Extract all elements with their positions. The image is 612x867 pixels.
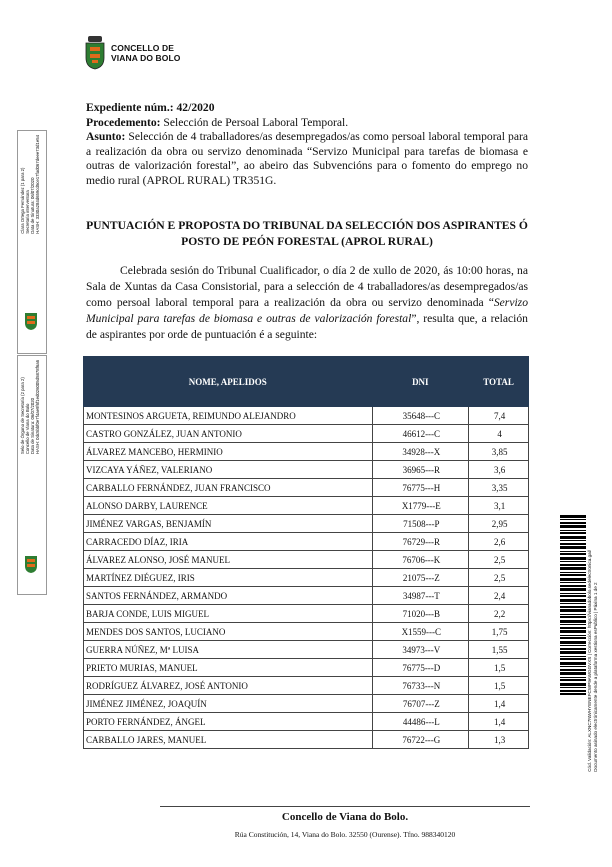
barcode-bar — [560, 540, 586, 541]
cell-total: 3,1 — [469, 497, 529, 515]
barcode-bar — [560, 578, 586, 581]
table-row — [84, 533, 529, 551]
barcode-bar — [560, 561, 586, 562]
barcode-bar — [560, 572, 586, 573]
barcode-bar — [560, 656, 586, 657]
validation-line-2: Documento asinado electrónicamente dende a plataforma xestiona esPublico | Páxina 1 de 2 — [592, 582, 598, 772]
barcode-bar — [560, 609, 586, 612]
cell-dni: 44486---L — [372, 713, 469, 731]
barcode-bar — [560, 551, 586, 552]
cell-name: CARRACEDO DÍAZ, IRIA — [84, 533, 373, 551]
cell-name: BARJA CONDE, LUIS MIGUEL — [84, 605, 373, 623]
header-total: TOTAL — [469, 357, 529, 407]
header-name: NOME, APELIDOS — [84, 357, 373, 407]
barcode-bar — [560, 536, 586, 539]
cell-total: 1,5 — [469, 659, 529, 677]
table-row — [84, 425, 529, 443]
signature-box-2-text: Selo de Órgano de Secretaría (2 para 2) Concello de Viana do Bolo Data de Sinatura: 06/07/2020 HASH: 0dc5bbf0e7f4ae9f6f1ed026005d5878f6a6 — [20, 360, 40, 455]
cell-total: 2,4 — [469, 587, 529, 605]
table-row — [84, 515, 529, 533]
cell-name: JIMÉNEZ VARGAS, BENJAMÍN — [84, 515, 373, 533]
barcode-bar — [560, 593, 586, 594]
cell-total: 1,4 — [469, 695, 529, 713]
barcode-bar — [560, 683, 586, 686]
cell-total: 1,55 — [469, 641, 529, 659]
results-table — [83, 356, 529, 749]
cell-total: 2,5 — [469, 569, 529, 587]
intro-paragraph — [86, 263, 528, 343]
procedimiento-label: Procedemento: — [86, 115, 161, 129]
cell-dni: 76775---H — [372, 479, 469, 497]
table-row — [84, 551, 529, 569]
barcode-bar — [560, 603, 586, 604]
cell-dni: 71020---B — [372, 605, 469, 623]
barcode-bar — [560, 530, 586, 531]
footer-title: Concello de Viana do Bolo. — [281, 811, 409, 823]
cell-total: 7,4 — [469, 407, 529, 425]
barcode-bar — [560, 614, 586, 615]
cell-total: 1,5 — [469, 677, 529, 695]
cell-dni: 36965---R — [372, 461, 469, 479]
table-row — [84, 641, 529, 659]
barcode-bar — [560, 679, 586, 681]
barcode-bar — [560, 687, 586, 688]
cell-total: 2,95 — [469, 515, 529, 533]
cell-name: SANTOS FERNÁNDEZ, ARMANDO — [84, 587, 373, 605]
cell-total: 1,4 — [469, 713, 529, 731]
validation-text — [587, 550, 605, 860]
cell-name: CASTRO GONZÁLEZ, JUAN ANTONIO — [84, 425, 373, 443]
procedimiento-value: Selección de Persoal Laboral Temporal. — [160, 115, 349, 129]
table-row — [84, 461, 529, 479]
cell-name: MONTESINOS ARGUETA, REIMUNDO ALEJANDRO — [84, 407, 373, 425]
barcode-bar — [560, 641, 586, 644]
barcode-bar — [560, 651, 586, 654]
barcode-bar — [560, 630, 586, 633]
footer-address: Rúa Constitución, 14, Viana do Bolo. 32550 (Ourense). Tfno. 988340120 — [234, 830, 456, 839]
cell-name: ÁLVAREZ MANCEBO, HERMINIO — [84, 443, 373, 461]
cell-name: CARBALLO JARES, MANUEL — [84, 731, 373, 749]
cell-total: 4 — [469, 425, 529, 443]
barcode-bar — [560, 553, 586, 555]
barcode-bar — [560, 606, 586, 608]
table-row — [84, 659, 529, 677]
table-row — [84, 587, 529, 605]
barcode-bar — [560, 669, 586, 671]
asunto-label: Asunto: — [86, 130, 126, 144]
paragraph-text-1: Celebrada sesión do Tribunal Cualificador, o día 2 de xullo de 2020, ás 10:00 horas, na Sala de Xuntas da Casa Consistorial, para a selección de 4 traballadores/as desempregados/as como persoal laboral temporal para a realización da obra ou servizo denominada “ — [86, 264, 528, 309]
table-row — [84, 731, 529, 749]
barcode-bar — [560, 515, 586, 518]
barcode-bar — [560, 546, 586, 549]
signature-box-2 — [17, 355, 47, 595]
cell-dni: 46612---C — [372, 425, 469, 443]
barcode-bar — [560, 624, 586, 625]
cell-total: 2,6 — [469, 533, 529, 551]
footer-divider — [160, 806, 530, 807]
cell-dni: 76722---G — [372, 731, 469, 749]
barcode-bar — [560, 519, 586, 520]
table-row — [84, 605, 529, 623]
barcode-bar — [560, 564, 586, 566]
cell-dni: 76775---D — [372, 659, 469, 677]
cell-dni: 76733---N — [372, 677, 469, 695]
table-row — [84, 623, 529, 641]
header-dni: DNI — [372, 357, 469, 407]
signature-box-1 — [17, 130, 47, 354]
cell-dni: 76706---K — [372, 551, 469, 569]
document-title: PUNTUACIÓN E PROPOSTA DO TRIBUNAL DA SELECCIÓN DOS ASPIRANTES Ó POSTO DE PEÓN FORESTAL (APROL RURAL) — [86, 219, 528, 248]
cell-total: 1,75 — [469, 623, 529, 641]
barcode-bar — [560, 574, 586, 576]
cell-name: RODRÍGUEZ ÁLVAREZ, JOSÉ ANTONIO — [84, 677, 373, 695]
cell-total: 3,85 — [469, 443, 529, 461]
cell-name: MENDES DOS SANTOS, LUCIANO — [84, 623, 373, 641]
barcode-bar — [560, 582, 586, 583]
coat-of-arms-icon — [84, 36, 106, 70]
barcode-bar — [560, 693, 586, 695]
barcode-bar — [560, 525, 586, 528]
cell-dni: 34973---V — [372, 641, 469, 659]
table-row — [84, 443, 529, 461]
barcode-bar — [560, 599, 586, 602]
asunto-value: Selección de 4 traballadores/as desempregados/as como persoal laboral temporal para a realización da obra ou servizo denominada “Servizo Municipal para tarefas de biomasa e outras de valorización forestal”, ao abeiro das Subvencións para o fomento do emprego no medio rural (APROL RURAL) TR351G. — [86, 130, 528, 187]
barcode-bar — [560, 532, 586, 534]
barcode-bar — [560, 627, 586, 629]
barcode-bar — [560, 595, 586, 597]
seal-icon — [24, 311, 38, 331]
barcode-bar — [560, 585, 586, 587]
table-row — [84, 677, 529, 695]
cell-dni: 34928---X — [372, 443, 469, 461]
cell-dni: X1779---E — [372, 497, 469, 515]
barcode-bar — [560, 662, 586, 665]
document-header — [86, 101, 528, 189]
cell-name: PORTO FERNÁNDEZ, ÁNGEL — [84, 713, 373, 731]
paragraph-italic: Servizo Municipal para tarefas de biomasa e outras de valorización forestal — [86, 296, 528, 325]
table-row — [84, 569, 529, 587]
barcode-bar — [560, 648, 586, 650]
barcode-bar — [560, 616, 586, 618]
signature-box-1-text: Clara Ortega Fernández (1 para 2) Secretaria interventora Data de Sinatura: 06/07/2020 HASH: 3330a284d659cd5ce17fad067deee73d1e54 — [20, 135, 40, 234]
expediente-number: Expediente núm.: 42/2020 — [86, 101, 215, 114]
barcode-bar — [560, 672, 586, 675]
cell-total: 2,2 — [469, 605, 529, 623]
barcode-bar — [560, 666, 586, 667]
cell-name: MARTÍNEZ DIÉGUEZ, IRIS — [84, 569, 373, 587]
table-row — [84, 695, 529, 713]
cell-name: GUERRA NÚÑEZ, Mª LUISA — [84, 641, 373, 659]
concello-logo — [84, 36, 180, 70]
cell-dni: 76729---R — [372, 533, 469, 551]
table-row — [84, 479, 529, 497]
barcode-bar — [560, 677, 586, 678]
cell-name: ALONSO DARBY, LAURENCE — [84, 497, 373, 515]
barcode — [560, 515, 586, 695]
validation-line-1: Cód. Validación: ALXNC7NWHYENEFCWP9AWGGVXS | Corrección: https://vianadobolo.sedelectronica.gal/ — [587, 550, 592, 772]
cell-total: 1,3 — [469, 731, 529, 749]
cell-dni: 34987---T — [372, 587, 469, 605]
barcode-bar — [560, 635, 586, 636]
barcode-bar — [560, 658, 586, 660]
barcode-bar — [560, 543, 586, 545]
barcode-bar — [560, 567, 586, 570]
table-header-row — [84, 357, 529, 407]
cell-name: PRIETO MURIAS, MANUEL — [84, 659, 373, 677]
cell-total: 3,35 — [469, 479, 529, 497]
cell-name: CARBALLO FERNÁNDEZ, JUAN FRANCISCO — [84, 479, 373, 497]
logo-text: CONCELLO DE VIANA DO BOLO — [111, 43, 181, 63]
cell-dni: 76707---Z — [372, 695, 469, 713]
cell-name: ÁLVAREZ ALONSO, JOSÉ MANUEL — [84, 551, 373, 569]
barcode-bar — [560, 522, 586, 524]
table-row — [84, 713, 529, 731]
barcode-bar — [560, 557, 586, 560]
table-row — [84, 497, 529, 515]
seal-icon — [24, 554, 38, 574]
cell-dni: 21075---Z — [372, 569, 469, 587]
paragraph-text-2: ”, resulta que, a relación de aspirantes por orde de puntuación é a seguinte: — [86, 312, 528, 341]
cell-dni: 71508---P — [372, 515, 469, 533]
cell-dni: 35648---C — [372, 407, 469, 425]
barcode-bar — [560, 620, 586, 623]
barcode-bar — [560, 645, 586, 646]
cell-total: 3,6 — [469, 461, 529, 479]
barcode-bar — [560, 637, 586, 639]
barcode-bar — [560, 690, 586, 692]
cell-name: VIZCAYA YÁÑEZ, VALERIANO — [84, 461, 373, 479]
cell-name: JIMÉNEZ JIMÉNEZ, JOAQUÍN — [84, 695, 373, 713]
cell-total: 2,5 — [469, 551, 529, 569]
cell-dni: X1559---C — [372, 623, 469, 641]
table-row — [84, 407, 529, 425]
barcode-bar — [560, 588, 586, 591]
